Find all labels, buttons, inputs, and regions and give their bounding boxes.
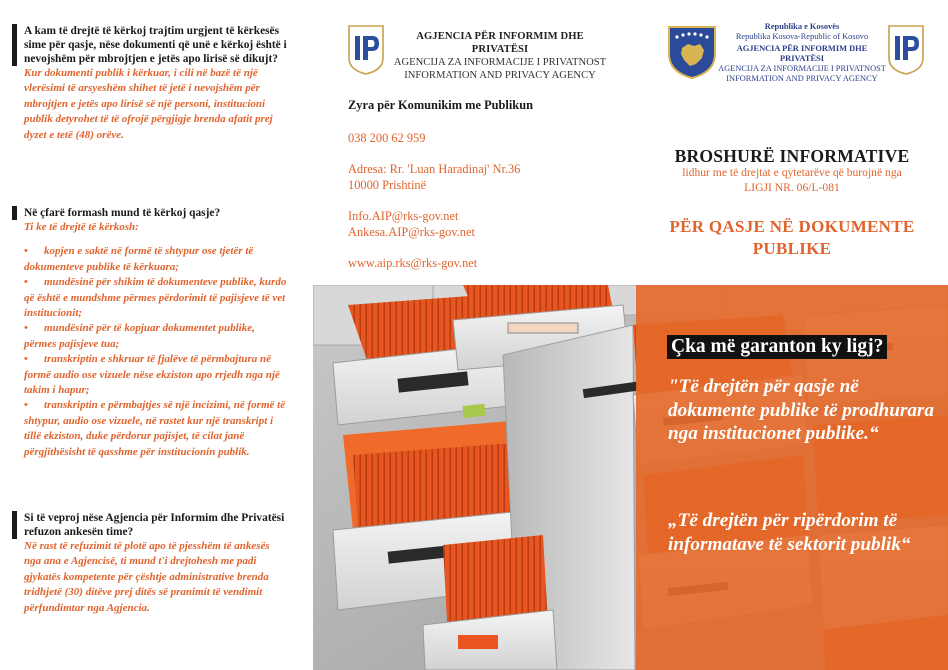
list-item: • transkriptin e shkruar të fjalëve të përmbajtura në formë audio ose vizuele nëse ekziston apo rrjedh nga një takim i hapur;	[24, 353, 280, 397]
main-heading-line-2: PUBLIKE	[752, 239, 832, 258]
agency-name-sq: AGJENCIA PËR INFORMIM DHE PRIVATËSI	[736, 44, 868, 63]
list-item: • mundësinë për shikim të dokumenteve publike, kurdo që është e mundshme përmes përdorimit të pajisjeve të vet institucionit;	[24, 276, 287, 320]
faq-forms-answer: Ti ke të drejtë të kërkosh:	[24, 221, 139, 233]
republic-agency-block	[716, 22, 888, 84]
office-title: Zyra për Komunikim me Publikun	[348, 98, 533, 112]
faq-urgent-question: A kam të drejtë të kërkoj trajtim urgjent të kërkesës sime për qasje, nëse dokumenti që unë e kërkoj është i nevojshëm për mbrojtjen e jetës apo lirisë së dikujt?	[12, 24, 288, 66]
list-item: • kopjen e saktë në formë të shtypur ose tjetër të dokumenteve publike të kërkuara;	[24, 245, 254, 273]
agency-name-sq: AGJENCIA PËR INFORMIM DHE PRIVATËSI	[416, 31, 584, 55]
main-heading-line-1: PËR QASJE NË DOKUMENTE	[669, 217, 915, 236]
aip-logo-icon	[346, 24, 386, 76]
law-number: LIGJI NR. 06/L-081	[744, 181, 840, 194]
address-line-1: Adresa: Rr. 'Luan Haradinaj' Nr.36	[348, 162, 521, 176]
address-line-2: 10000 Prishtinë	[348, 178, 427, 192]
main-heading	[636, 216, 948, 260]
bullet-icon: •	[24, 245, 28, 258]
faq-forms-list	[12, 244, 288, 460]
list-item: • transkriptin e përmbajtjes së një incizimi, në formë të shtypur, audio ose vizuele, në rastet kur një transkript i tillë ekziston, duke përdorur pajisjet, të cilat janë përgjithësisht të qasshme për institucionin publik.	[24, 399, 286, 458]
website-link[interactable]: www.aip.rks@rks-gov.net	[348, 256, 478, 270]
bullet-icon: •	[24, 322, 28, 335]
list-item: • mundësinë për të kopjuar dokumentet publike, përmes pajisjeve tua;	[24, 322, 255, 350]
agency-name-block	[392, 30, 608, 82]
aip-logo-icon	[886, 24, 926, 76]
faq-refusal	[12, 511, 288, 616]
republic-name: Republika e Kosovës	[764, 22, 840, 31]
bullet-icon: •	[24, 399, 28, 412]
guarantee-question: Çka më garanton ky ligj?	[667, 335, 887, 359]
agency-name-en: INFORMATION AND PRIVACY AGENCY	[726, 74, 878, 83]
agency-name-sr: AGENCIJA ZA INFORMACIJE I PRIVATNOST	[718, 64, 886, 73]
faq-forms	[12, 206, 288, 460]
brochure-title: BROSHURË INFORMATIVE	[674, 146, 910, 166]
faq-refusal-answer: Në rast të refuzimit të plotë apo të pjesshëm të ankesës nga ana e Agjencisë, ti mund t'i drejtohesh me padi gjykatës kompetente për çështje administrative brenda tridhjetë (30) ditëve prej ditës së pranimit të vendimit përfundimtar nga Agjencia.	[24, 540, 270, 614]
kosovo-coat-of-arms-icon	[666, 24, 718, 80]
agency-name-sr: AGENCIJA ZA INFORMACIJE I PRIVATNOST	[393, 57, 607, 68]
faq-refusal-question: Si të veproj nëse Agjencia për Informim dhe Privatësi refuzon ankesën time?	[12, 511, 288, 539]
brochure-subtitle: lidhur me të drejtat e qytetarëve që burojnë nga	[682, 166, 902, 179]
bullet-icon: •	[24, 353, 28, 366]
faq-urgent	[12, 24, 288, 143]
email-complaint-link[interactable]: Ankesa.AIP@rks-gov.net	[348, 225, 475, 239]
republic-name-alt: Republika Kosova-Republic of Kosovo	[735, 32, 869, 41]
phone-number: 038 200 62 959	[348, 131, 426, 145]
quote-reuse: „Të drejtën për ripërdorim të informatave të sektorit publik“	[668, 510, 911, 555]
faq-forms-question: Në çfarë formash mund të kërkoj qasje?	[12, 206, 288, 220]
quote-access: "Të drejtën për qasje në dokumente publike të prodhurara nga institucionet publike.“	[668, 376, 934, 444]
email-info-link[interactable]: Info.AIP@rks-gov.net	[348, 209, 459, 223]
faq-urgent-answer: Kur dokumenti publik i kërkuar, i cili në bazë të një vlerësimi të arsyeshëm shihet të jetë i nevojshëm për mbrojtjen e jetës apo lirisë së një personi, institucioni publik detyrohet të të ofrojë përgjigje brenda afatit prej dyzet e tetë (48) orëve.	[24, 67, 273, 141]
agency-name-en: INFORMATION AND PRIVACY AGENCY	[404, 70, 596, 81]
bullet-icon: •	[24, 276, 28, 289]
